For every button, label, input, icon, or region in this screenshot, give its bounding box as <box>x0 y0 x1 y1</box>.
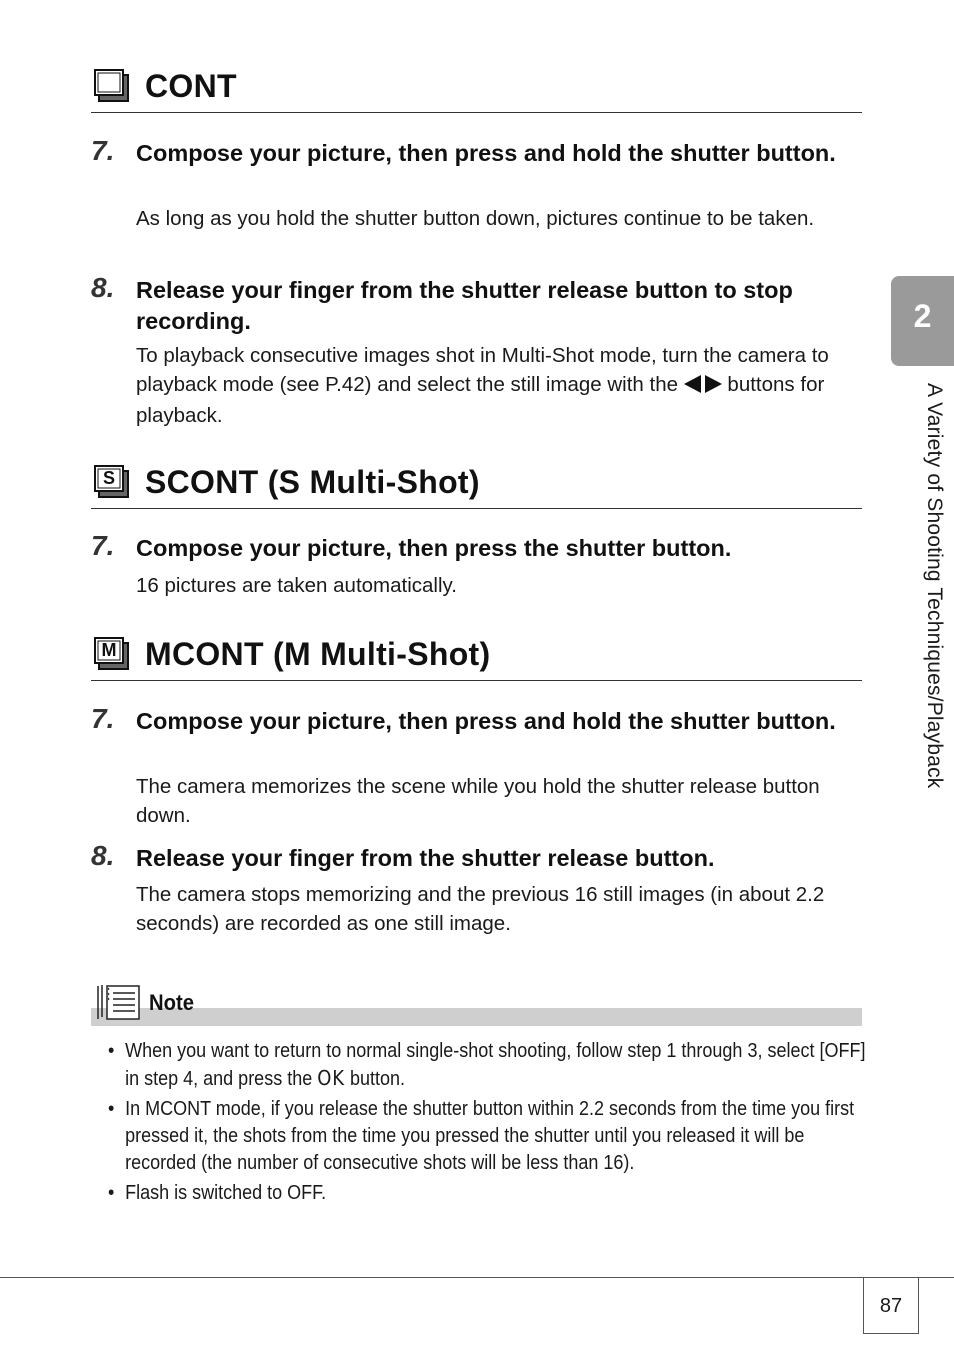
section-title: CONT <box>145 68 237 104</box>
section-title: SCONT (S Multi-Shot) <box>145 464 480 500</box>
step-title: Compose your picture, then press and hold the shutter button. <box>136 708 836 734</box>
step-title: Release your finger from the shutter release button to stop recording. <box>136 277 793 334</box>
left-right-arrow-icon <box>684 372 722 401</box>
step-title: Compose your picture, then press the shutter button. <box>136 535 732 561</box>
step-title: Release your finger from the shutter release button. <box>136 845 715 871</box>
note-list <box>108 1038 864 1210</box>
section-header-mcont <box>91 630 862 681</box>
step-number: 8. <box>91 840 115 871</box>
step-description-text: To playback consecutive images shot in Multi-Shot mode, turn the camera to playback mode (see P.42) and select the still image with the <box>136 344 829 396</box>
step-number: 7. <box>91 703 115 734</box>
chapter-title-vertical: A Variety of Shooting Techniques/Playback <box>923 383 946 789</box>
section-header-cont <box>91 62 862 113</box>
scont-icon-letter: S <box>102 468 115 488</box>
step-number: 8. <box>91 272 115 303</box>
cont-mode-icon <box>94 69 130 103</box>
section-header-scont <box>91 458 862 509</box>
step-title: Compose your picture, then press and hold the shutter button. <box>136 140 836 166</box>
mcont-icon-letter: M <box>101 640 117 660</box>
step-number: 7. <box>91 135 115 166</box>
note-item <box>108 1038 872 1093</box>
step-number: 7. <box>91 530 115 561</box>
note-item-text: button. <box>344 1068 406 1090</box>
step-description: 16 pictures are taken automatically. <box>136 574 457 597</box>
step-description <box>136 341 862 430</box>
page-number-box <box>863 1278 919 1334</box>
step-description: The camera stops memorizing and the previous 16 still images (in about 2.2 seconds) are recorded as one still image. <box>136 883 825 935</box>
note-bar <box>91 1008 862 1026</box>
step-description-text: buttons for playback. <box>136 373 825 427</box>
scont-mode-icon <box>94 465 130 499</box>
note-item-text: When you want to return to normal single-shot shooting, follow step 1 through 3, select [OFF] in step 4, and press the <box>125 1040 866 1090</box>
mcont-mode-icon <box>94 637 130 671</box>
footer-rule <box>0 1277 954 1278</box>
step-description: The camera memorizes the scene while you hold the shutter release button down. <box>136 775 820 827</box>
chapter-number: 2 <box>913 298 932 334</box>
note-item: • In MCONT mode, if you release the shutter button within 2.2 seconds from the time you first pressed it, the shots from the time you pressed the shutter until you released it will be recorded (the number of consecutive shots will be less than 16). <box>108 1096 872 1177</box>
section-title: MCONT (M Multi-Shot) <box>145 636 491 672</box>
ok-button-glyph: OK <box>317 1066 345 1090</box>
page-number: 87 <box>879 1295 903 1317</box>
note-label: Note <box>149 990 194 1015</box>
step-description: As long as you hold the shutter button down, pictures continue to be taken. <box>136 207 815 230</box>
note-item: • Flash is switched to OFF. <box>108 1180 872 1207</box>
chapter-tab <box>891 276 954 366</box>
note-icon <box>95 983 143 1023</box>
